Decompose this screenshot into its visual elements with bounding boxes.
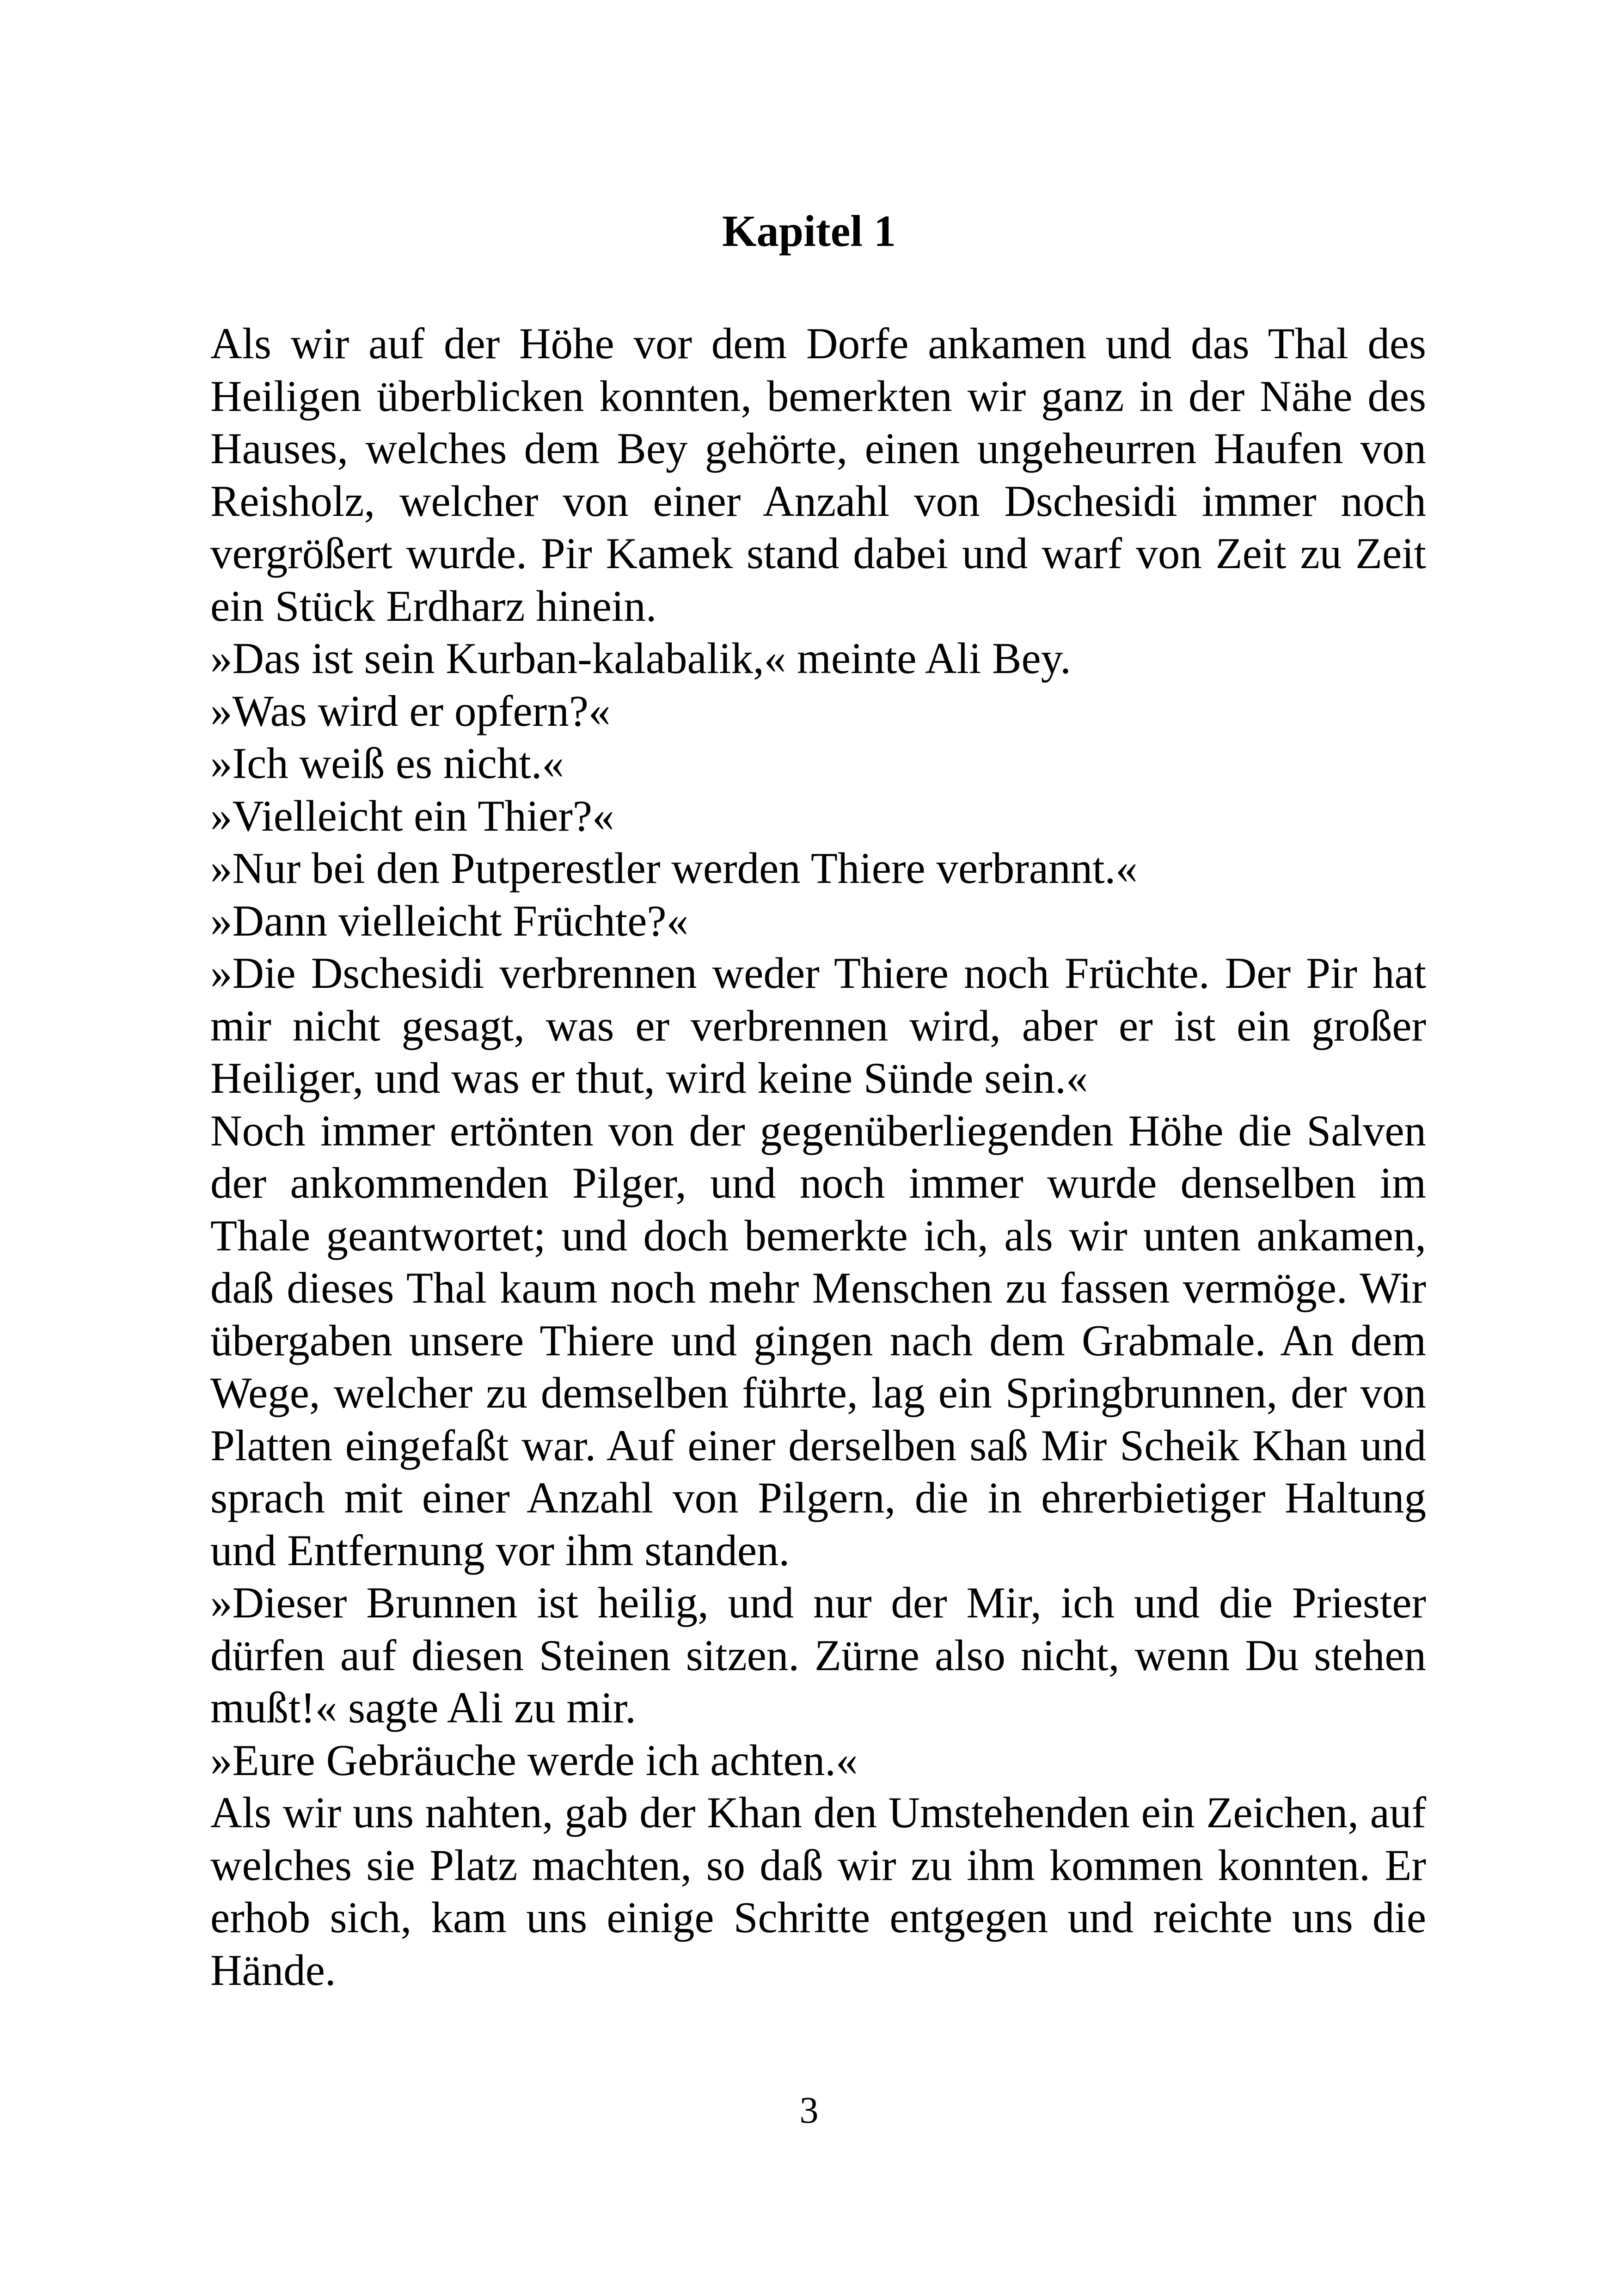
paragraph-3: »Was wird er opfern?« xyxy=(210,686,611,735)
paragraph-4: »Ich weiß es nicht.« xyxy=(210,739,564,788)
paragraph-5: »Vielleicht ein Thier?« xyxy=(210,791,614,840)
paragraph-8: »Die Dschesidi verbrennen weder Thiere noch Früchte. Der Pir hat mir nicht gesagt, was er verbrennen wird, aber er ist ein großer Heiliger, und was er thut, wird keine Sünde sein.« xyxy=(210,949,1426,1102)
page-number: 3 xyxy=(799,2089,819,2131)
chapter-title: Kapitel 1 xyxy=(722,206,896,256)
paragraph-11: »Eure Gebräuche werde ich achten.« xyxy=(210,1735,858,1785)
paragraph-6: »Nur bei den Putperestler werden Thiere verbrannt.« xyxy=(210,844,1138,893)
paragraph-2: »Das ist sein Kurban-kalabalik,« meinte Ali Bey. xyxy=(210,634,1071,683)
paragraph-9: Noch immer ertönten von der gegenüberliegenden Höhe die Salven der ankommenden Pilger, und noch immer wurde denselben im Thale geantwortet; und doch bemerkte ich, als wir unten ankamen, daß dieses Thal kaum noch mehr Menschen zu fassen vermöge. Wir übergaben unsere Thiere und gingen nach dem Grabmale. An dem Wege, welcher zu demselben führte, lag ein Springbrunnen, der von Platten eingefaßt war. Auf einer derselben saß Mir Scheik Khan und sprach mit einer Anzahl von Pilgern, die in ehrerbietiger Haltung und Entfernung vor ihm standen. xyxy=(210,1106,1426,1575)
paragraph-1: Als wir auf der Höhe vor dem Dorfe ankamen und das Thal des Heiligen überblicken konnten, bemerkten wir ganz in der Nähe des Hauses, welches dem Bey gehörte, einen ungeheurren Haufen von Reisholz, welcher von einer Anzahl von Dschesidi immer noch vergrößert wurde. Pir Kamek stand dabei und warf von Zeit zu Zeit ein Stück Erdharz hinein. xyxy=(210,319,1426,631)
body-text xyxy=(210,318,1426,1996)
paragraph-7: »Dann vielleicht Früchte?« xyxy=(210,896,689,945)
paragraph-10: »Dieser Brunnen ist heilig, und nur der Mir, ich und die Priester dürfen auf diesen Steinen sitzen. Zürne also nicht, wenn Du stehen mußt!« sagte Ali zu mir. xyxy=(210,1578,1426,1732)
paragraph-12: Als wir uns nahten, gab der Khan den Umstehenden ein Zeichen, auf welches sie Platz machten, so daß wir zu ihm kommen konnten. Er erhob sich, kam uns einige Schritte entgegen und reichte uns die Hände. xyxy=(210,1788,1426,1995)
